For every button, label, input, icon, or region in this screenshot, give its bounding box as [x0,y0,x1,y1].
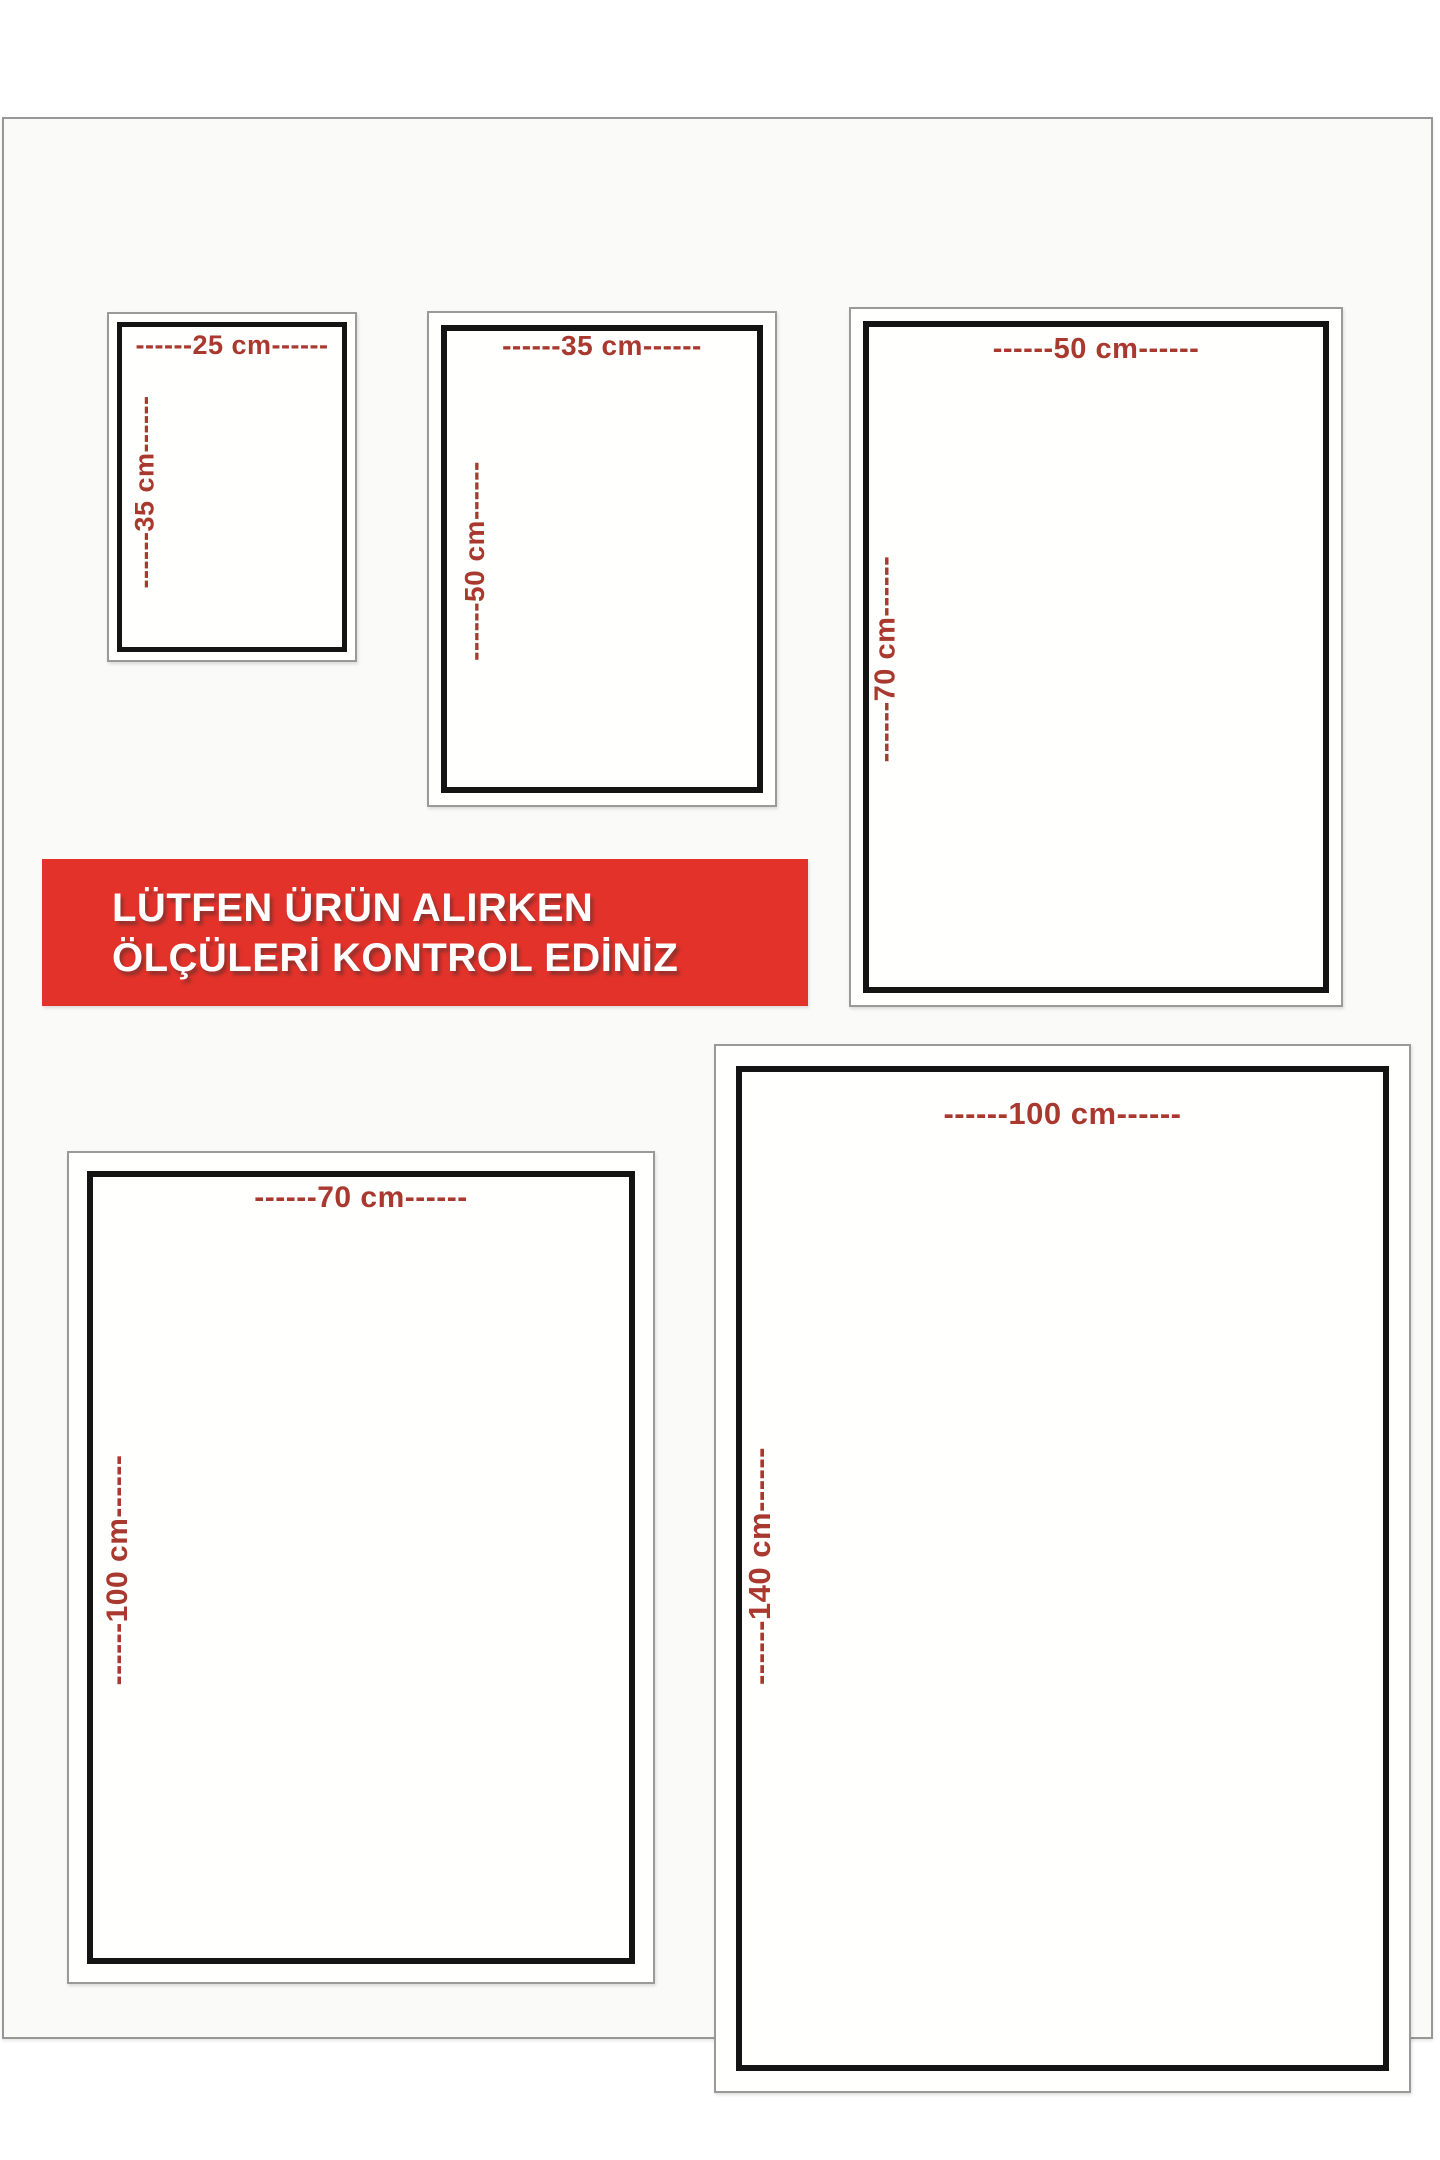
size-box-25x35 [107,312,357,662]
size-box-50x70-inner-frame [863,321,1329,993]
size-box-100x140 [714,1044,1411,2093]
width-dimension-label-25cm: ------25 cm------ [135,330,329,360]
size-box-35x50 [427,311,777,807]
width-dimension-label-70cm: ------70 cm------ [254,1181,468,1214]
warning-banner-line2: ÖLÇÜLERİ KONTROL EDİNİZ [112,935,679,980]
size-box-70x100 [67,1151,655,1984]
height-dimension-label-140cm: ------140 cm------ [742,1446,777,1686]
height-dimension-label-35cm: ------35 cm------ [129,395,160,589]
size-box-50x70 [849,307,1343,1007]
size-box-100x140-inner-frame [736,1066,1389,2071]
height-dimension-label-100cm: ------100 cm------ [101,1454,134,1686]
width-dimension-label-50cm: ------50 cm------ [992,333,1200,365]
content-sheet [2,117,1433,2039]
warning-banner [42,859,808,1006]
width-dimension-label-100cm: ------100 cm------ [943,1096,1182,1131]
height-dimension-label-50cm: ------50 cm------ [459,461,490,661]
width-dimension-label-35cm: ------35 cm------ [502,330,702,361]
warning-banner-line1: LÜTFEN ÜRÜN ALIRKEN [112,885,594,930]
size-box-70x100-inner-frame [87,1171,635,1964]
height-dimension-label-70cm: ------70 cm------ [869,555,902,763]
